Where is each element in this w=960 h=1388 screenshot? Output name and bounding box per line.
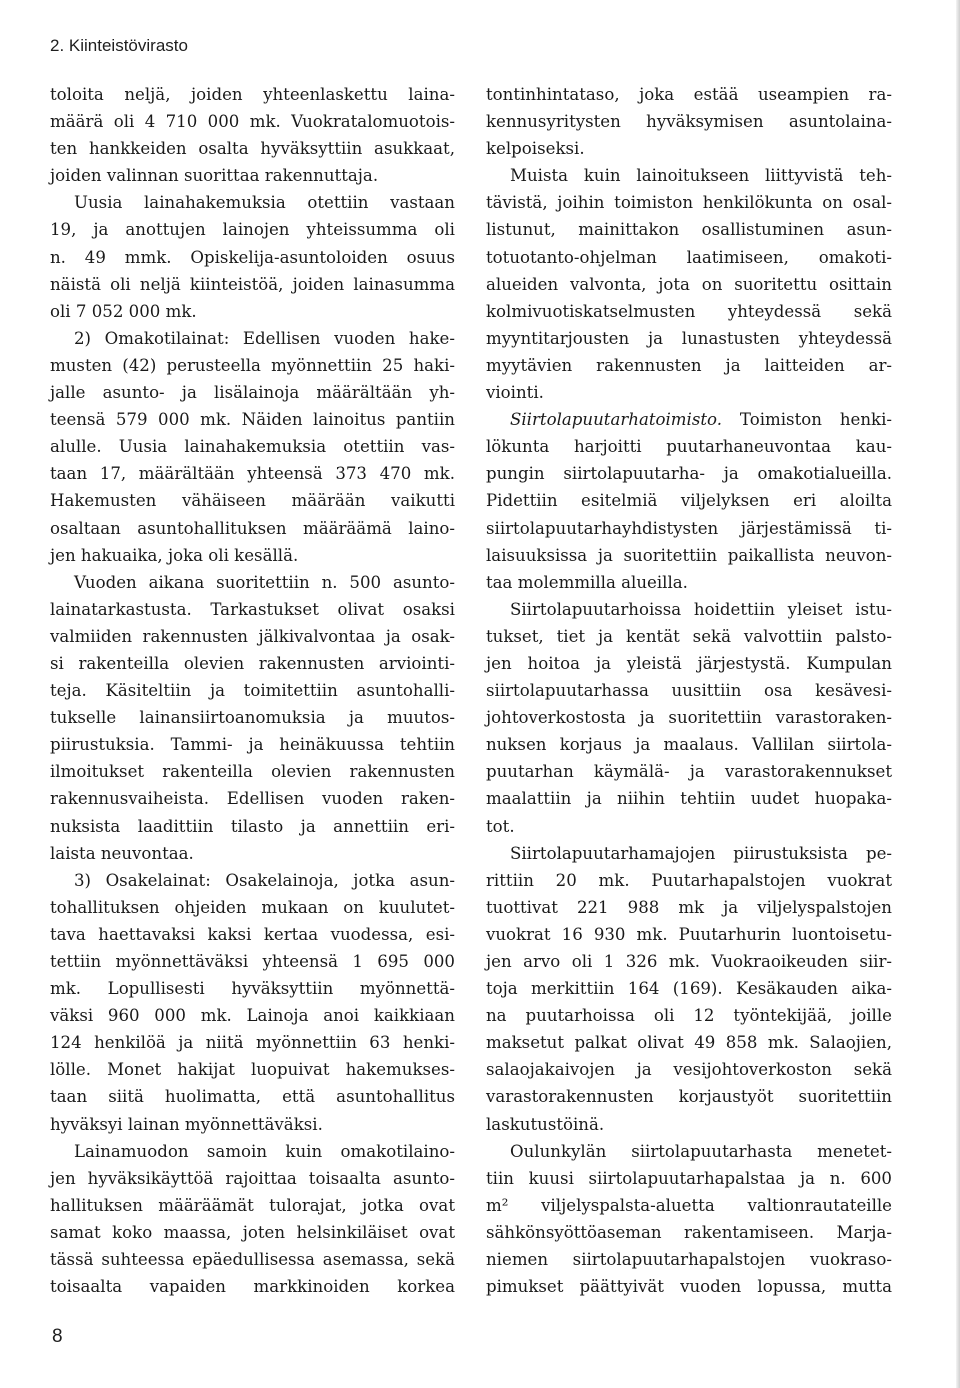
text-line: Pidettiin esitelmiä viljelyksen eri aloilta — [486, 491, 892, 511]
text-line: teensä 579 000 mk. Näiden lainoitus pantiin — [50, 410, 455, 430]
text-line: alulle. Uusia lainahakemuksia otettiin vas- — [50, 437, 455, 457]
text-line: Muista kuin lainoitukseen liittyvistä teh- — [510, 166, 892, 186]
text-line: jen arvo oli 1 326 mk. Vuokraoikeuden siir- — [486, 952, 892, 971]
text-line: taan siitä huolimatta, että asuntohallitus — [50, 1087, 455, 1107]
text-line: na puutarhoissa oli 12 työntekijää, joille — [486, 1006, 892, 1026]
text-line: sähkönsyöttöaseman rakentamiseen. Marja- — [486, 1222, 892, 1242]
text-line: mk. Lopullisesti hyväksyttiin myönnettä- — [50, 979, 455, 999]
text-line: jen hakuaika, joka oli kesällä. — [50, 545, 299, 565]
page-number: 8 — [52, 1326, 63, 1347]
text-line: toisaalta vapaiden markkinoiden korkea — [50, 1277, 455, 1297]
text-line: näistä oli neljä kiinteistöä, joiden lainasumma — [50, 274, 455, 294]
text-line: valmiiden rakennusten jälkivalvontaa ja osak- — [50, 626, 455, 646]
text-column-right — [486, 81, 892, 1300]
text-line: listunut, mainittakon osallistuminen asun- — [486, 220, 892, 240]
text-line: 2) Omakotilainat: Edellisen vuoden hake- — [74, 328, 455, 348]
text-line: tohallituksen ohjeiden mukaan on kuulutet- — [50, 897, 455, 917]
text-line: tävistä, joihin toimiston henkilökunta on osal- — [486, 193, 892, 213]
text-line: taan 17, määrältään yhteensä 373 470 mk. — [50, 464, 455, 484]
text-line: nuksista laadittiin tilasto ja annettiin eri- — [50, 816, 455, 836]
text-line: rittiin 20 mk. Puutarhapalstojen vuokrat — [486, 870, 892, 890]
text-line: 3) Osakelainat: Osakelainoja, jotka asun- — [74, 870, 455, 890]
text-line: tiin kuusi siirtolapuutarhapalstaa ja n. 600 — [486, 1168, 892, 1188]
text-line: toja merkittiin 164 (169). Kesäkauden aika- — [486, 979, 892, 999]
text-line: lökunta harjoitti puutarhaneuvontaa kau- — [486, 437, 892, 457]
text-line: nuksen korjaus ja maalaus. Vallilan siirtola- — [486, 735, 892, 755]
text-line: alueiden valvonta, jota on suoritettu osittain — [486, 274, 892, 294]
text-line: kennusyritysten hyväksymisen asuntolaina- — [486, 112, 892, 132]
text-line: totuotanto-ohjelman laatimiseen, omakoti- — [486, 247, 892, 267]
text-line: samat koko maassa, joten helsinkiläiset ovat — [50, 1222, 455, 1242]
text-line: maalattiin ja niihin tehtiin uudet huopaka- — [486, 789, 892, 809]
text-line: laskutustöinä. — [486, 1114, 605, 1134]
text-line: 124 henkilöä ja niitä myönnettiin 63 henki- — [50, 1033, 455, 1053]
text-line: myytävien rakennusten ja laitteiden ar- — [486, 355, 892, 375]
text-line: Vuoden aikana suoritettiin n. 500 asunto- — [74, 572, 455, 592]
text-line: Uusia lainahakemuksia otettiin vastaan — [74, 193, 455, 213]
text-line: niemen siirtolapuutarhapalstojen vuokraso- — [486, 1250, 892, 1270]
text-line: joiden valinnan suorittaa rakennuttaja. — [50, 166, 379, 186]
text-line: varastorakennusten korjaustyöt suoritettiin — [486, 1087, 892, 1107]
text-line: rakennusvaiheista. Edellisen vuoden raken- — [50, 789, 455, 809]
text-line: Siirtolapuutarhamajojen piirustuksista pe- — [510, 843, 892, 863]
text-line: m² viljelyspalsta-aluetta valtionrautateille — [486, 1195, 892, 1215]
text-line: jalle asunto- ja lisälainoja määrältään yh- — [50, 383, 455, 403]
text-line: ilmoitukset rakenteilla olevien rakennusten — [50, 762, 455, 782]
text-line: salaojakaivojen ja vesijohtoverkoston sekä — [486, 1060, 892, 1080]
text-line: tukselle lainansiirtoanomuksia ja muutos- — [50, 708, 455, 728]
text-line: siirtolapuutarhassa uusittiin osa kesävesi- — [486, 681, 892, 701]
text-line: Siirtolapuutarhatoimisto. Toimiston henki- — [510, 410, 892, 430]
text-line: tot. — [486, 816, 515, 836]
text-line: pungin siirtolapuutarha- ja omakotialueilla. — [486, 464, 892, 484]
text-column-left — [50, 81, 455, 1300]
text-line: viointi. — [486, 383, 544, 403]
text-line: Oulunkylän siirtolapuutarhasta menetet- — [510, 1141, 892, 1161]
text-line: tuottivat 221 988 mk ja viljelyspalstojen — [486, 897, 892, 917]
text-line: tava haettavaksi kaksi kertaa vuodessa, esi- — [50, 924, 455, 944]
text-line: teja. Käsiteltiin ja toimitettiin asuntohalli- — [50, 681, 455, 701]
text-line: taa molemmilla alueilla. — [486, 572, 688, 592]
text-line: siirtolapuutarhayhdistysten järjestämissä ti- — [486, 518, 892, 538]
text-line: vuokrat 16 930 mk. Puutarhurin luontoisetu- — [486, 924, 892, 944]
text-line: lölle. Monet hakijat luopuivat hakemukses- — [50, 1060, 455, 1080]
text-line: n. 49 mmk. Opiskelija-asuntoloiden osuus — [50, 247, 455, 267]
text-line: puutarhan käymälä- ja varastorakennukset — [486, 762, 892, 782]
text-line: 19, ja anottujen lainojen yhteissumma oli — [50, 220, 455, 240]
text-line: maksetut palkat olivat 49 858 mk. Salaojien, — [486, 1033, 892, 1053]
text-line: tukset, tiet ja kentät sekä valvottiin palsto- — [486, 626, 892, 646]
section-title: Siirtolapuutarhatoimisto. — [510, 410, 723, 430]
text-line: ten hankkeiden osalta hyväksyttiin asukkaat, — [50, 139, 455, 159]
scan-edge-shadow — [956, 0, 960, 1388]
text-line: myyntitarjousten ja lunastusten yhteydessä — [486, 328, 892, 348]
text-line: Hakemusten vähäiseen määrään vaikutti — [50, 491, 455, 511]
text-line: piirustuksia. Tammi- ja heinäkuussa tehtiin — [50, 735, 455, 755]
text-line: hyväksyi lainan myönnettäväksi. — [50, 1114, 323, 1134]
text-line: kolmivuotiskatselmusten yhteydessä sekä — [486, 301, 892, 321]
text-line: jen hyväksikäyttöä rajoittaa toisaalta asunto- — [50, 1168, 455, 1188]
text-line: tettiin myönnettäväksi yhteensä 1 695 000 — [50, 952, 455, 971]
text-line: lainatarkastusta. Tarkastukset olivat osaksi — [50, 599, 455, 619]
text-line: johtoverkostosta ja suoritettiin varastoraken- — [486, 708, 892, 728]
text-line: tässä suhteessa epäedullisessa asemassa, sekä — [50, 1250, 455, 1270]
text-line: jen hoitoa ja yleistä järjestystä. Kumpulan — [486, 653, 892, 673]
running-header: 2. Kiinteistövirasto — [50, 36, 188, 55]
text-line: pimukset päättyivät vuoden lopussa, mutta — [486, 1277, 892, 1297]
text-line: määrä oli 4 710 000 mk. Vuokratalomuotois- — [50, 112, 455, 132]
text-line: toloita neljä, joiden yhteenlaskettu laina- — [50, 85, 455, 104]
text-line: Lainamuodon samoin kuin omakotilaino- — [74, 1141, 455, 1161]
text-line: laista neuvontaa. — [50, 843, 194, 863]
text-line: hallituksen määräämät tulorajat, jotka ovat — [50, 1195, 455, 1215]
text-line: tontinhintataso, joka estää useampien ra- — [486, 85, 892, 104]
text-line: oli 7 052 000 mk. — [50, 301, 197, 321]
text-line: osaltaan asuntohallituksen määräämä laino- — [50, 518, 455, 538]
text-line: si rakenteilla olevien rakennusten arviointi- — [50, 653, 455, 673]
text-line: laisuuksissa ja suoritettiin paikallista neuvon- — [486, 545, 892, 565]
text-line: musten (42) perusteella myönnettiin 25 haki- — [50, 355, 455, 375]
text-line: Siirtolapuutarhoissa hoidettiin yleiset istu- — [510, 599, 892, 619]
text-line: kelpoiseksi. — [486, 139, 585, 159]
text-line: väksi 960 000 mk. Lainoja anoi kaikkiaan — [50, 1006, 455, 1026]
